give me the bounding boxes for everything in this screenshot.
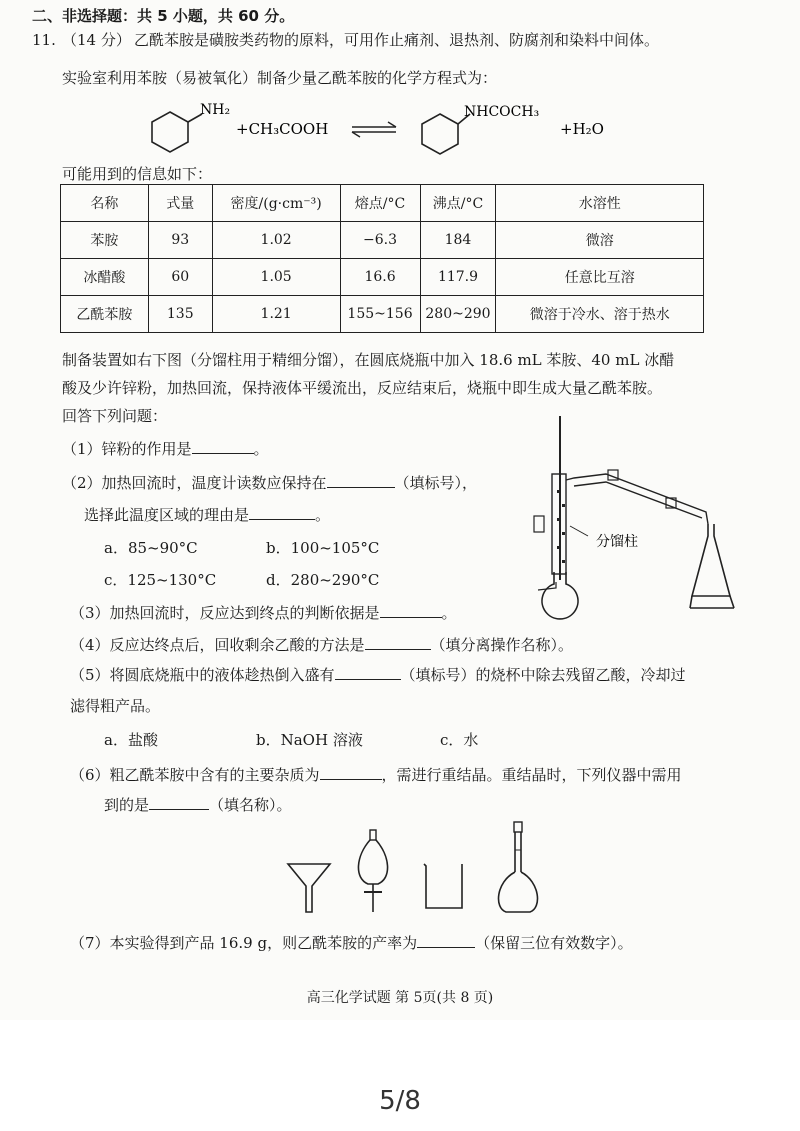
- q6-text-end: ，需进行重结晶。重结晶时，下列仪器中需用: [381, 766, 682, 784]
- q1-text-end: 。: [253, 440, 269, 458]
- question-4: [70, 634, 573, 655]
- table-row: [61, 296, 704, 333]
- amine-group-label: NH₂: [200, 102, 231, 118]
- q2-text: （2）加热回流时，温度计读数应保持在: [62, 474, 327, 492]
- table-header-cell: 熔点/°C: [340, 185, 420, 222]
- table-cell: 乙酰苯胺: [61, 296, 149, 333]
- question-5-line2: 滤得粗产品。: [70, 697, 161, 715]
- table-row: [61, 222, 704, 259]
- chemical-equation: [140, 100, 660, 156]
- page-indicator: 5/8: [379, 1086, 421, 1116]
- table-cell: 60: [148, 259, 212, 296]
- table-header-cell: 名称: [61, 185, 149, 222]
- q6-line2-text: 到的是: [104, 796, 150, 814]
- fractionating-column-label: 分馏柱: [596, 534, 638, 550]
- benzene-ring-product: [422, 114, 458, 154]
- procedure-line3: 回答下列问题：: [62, 407, 168, 425]
- instrument-row: [286, 820, 558, 916]
- table-cell: 184: [420, 222, 496, 259]
- question-6: [70, 764, 682, 785]
- question-5: [70, 664, 686, 685]
- table-cell: 16.6: [340, 259, 420, 296]
- question-number: 11.: [32, 31, 56, 49]
- table-cell: 冰醋酸: [61, 259, 149, 296]
- table-cell: 1.21: [212, 296, 340, 333]
- table-cell: 135: [148, 296, 212, 333]
- q6-line2-end: （填名称）。: [209, 796, 292, 814]
- q3-text-end: 。: [441, 604, 457, 622]
- q2-option-c: c．125~130°C: [104, 571, 217, 589]
- q4-answer-blank[interactable]: [365, 634, 431, 650]
- q5-text-end: （填标号）的烧杯中除去残留乙酸，冷却过: [400, 666, 686, 684]
- table-header-cell: 密度/(g·cm⁻³): [212, 185, 340, 222]
- q2-text-end: （填标号），: [394, 474, 478, 492]
- question-6-line2: [104, 794, 292, 815]
- q6-text: （6）粗乙酰苯胺中含有的主要杂质为: [70, 766, 320, 784]
- q2-reason-end: 。: [315, 506, 331, 524]
- q5-answer-blank[interactable]: [335, 664, 401, 680]
- q6-answer-blank-1[interactable]: [320, 764, 382, 780]
- q7-text-end: （保留三位有效数字）。: [475, 934, 633, 952]
- q4-text: （4）反应达终点后，回收剩余乙酸的方法是: [70, 636, 365, 654]
- q5-option-c: c．水: [440, 731, 479, 749]
- table-cell: 微溶: [496, 222, 704, 259]
- distillation-apparatus-diagram: [516, 412, 746, 622]
- q2-answer-blank-2[interactable]: [249, 504, 315, 520]
- q2-option-b: b．100~105°C: [266, 539, 380, 557]
- q5-text: （5）将圆底烧瓶中的液体趁热倒入盛有: [70, 666, 335, 684]
- table-cell: 1.05: [212, 259, 340, 296]
- q4-text-end: （填分离操作名称）。: [430, 636, 574, 654]
- q7-text: （7）本实验得到产品 16.9 g，则乙酰苯胺的产率为: [70, 934, 418, 952]
- question-7: [70, 932, 633, 953]
- table-header-cell: 式量: [148, 185, 212, 222]
- table-header-cell: 沸点/°C: [420, 185, 496, 222]
- page-footer: 高三化学试题 第 5页(共 8 页): [306, 990, 494, 1006]
- question-intro-line1: 乙酰苯胺是磺胺类药物的原料，可用作止痛剂、退热剂、防腐剂和染料中间体。: [134, 31, 660, 49]
- acetamide-group-label: NHCOCH₃: [464, 104, 540, 120]
- benzene-ring-reactant: [152, 112, 188, 152]
- q1-text: （1）锌粉的作用是: [62, 440, 192, 458]
- volumetric-flask-icon: [499, 822, 538, 912]
- table-header-cell: 水溶性: [496, 185, 704, 222]
- question-3: [70, 602, 457, 623]
- table-cell: 93: [148, 222, 212, 259]
- table-cell: 任意比互溶: [496, 259, 704, 296]
- procedure-line1: 制备装置如右下图（分馏柱用于精细分馏），在圆底烧瓶中加入 18.6 mL 苯胺、40 mL 冰醋: [62, 351, 675, 369]
- funnel-icon: [288, 864, 330, 912]
- q3-text: （3）加热回流时，反应达到终点的判断依据是: [70, 604, 380, 622]
- acetic-acid-label: +CH₃COOH: [236, 120, 329, 138]
- conical-flask: [692, 524, 730, 596]
- water-label: +H₂O: [560, 120, 604, 138]
- q2-option-d: d．280~290°C: [266, 571, 380, 589]
- q2-answer-blank-1[interactable]: [327, 472, 395, 488]
- q1-answer-blank[interactable]: [192, 438, 254, 454]
- question-1: [62, 438, 269, 459]
- section-heading: 二、非选择题：共 5 小题，共 60 分。: [32, 7, 295, 25]
- table-header-row: [61, 185, 704, 222]
- procedure-line2: 酸及少许锌粉，加热回流，保持液体平缓流出，反应结束后，烧瓶中即生成大量乙酰苯胺。: [62, 379, 663, 397]
- info-label: 可能用到的信息如下：: [62, 165, 213, 183]
- separatory-funnel-icon: [358, 830, 387, 912]
- table-cell: 1.02: [212, 222, 340, 259]
- question-2: [62, 472, 477, 493]
- table-cell: 155~156: [340, 296, 420, 333]
- beaker-icon: [424, 864, 462, 908]
- table-cell: 微溶于冷水、溶于热水: [496, 296, 704, 333]
- q3-answer-blank[interactable]: [380, 602, 442, 618]
- q5-option-a: a．盐酸: [104, 731, 158, 749]
- equilibrium-arrow-icon: [352, 122, 396, 137]
- condenser: [566, 474, 708, 524]
- question-intro-line2: 实验室利用苯胺（易被氧化）制备少量乙酰苯胺的化学方程式为：: [62, 69, 498, 87]
- table-cell: −6.3: [340, 222, 420, 259]
- table-row: [61, 259, 704, 296]
- side-neck: [534, 516, 544, 532]
- table-cell: 117.9: [420, 259, 496, 296]
- properties-table: [60, 184, 704, 333]
- question-2-reason: [84, 504, 330, 525]
- q5-option-b: b．NaOH 溶液: [256, 731, 363, 749]
- table-cell: 280~290: [420, 296, 496, 333]
- q2-reason-text: 选择此温度区域的理由是: [84, 506, 250, 524]
- q6-answer-blank-2[interactable]: [149, 794, 209, 810]
- question-points: （14 分）: [62, 31, 131, 49]
- q7-answer-blank[interactable]: [417, 932, 475, 948]
- q2-option-a: a．85~90°C: [104, 539, 198, 557]
- table-cell: 苯胺: [61, 222, 149, 259]
